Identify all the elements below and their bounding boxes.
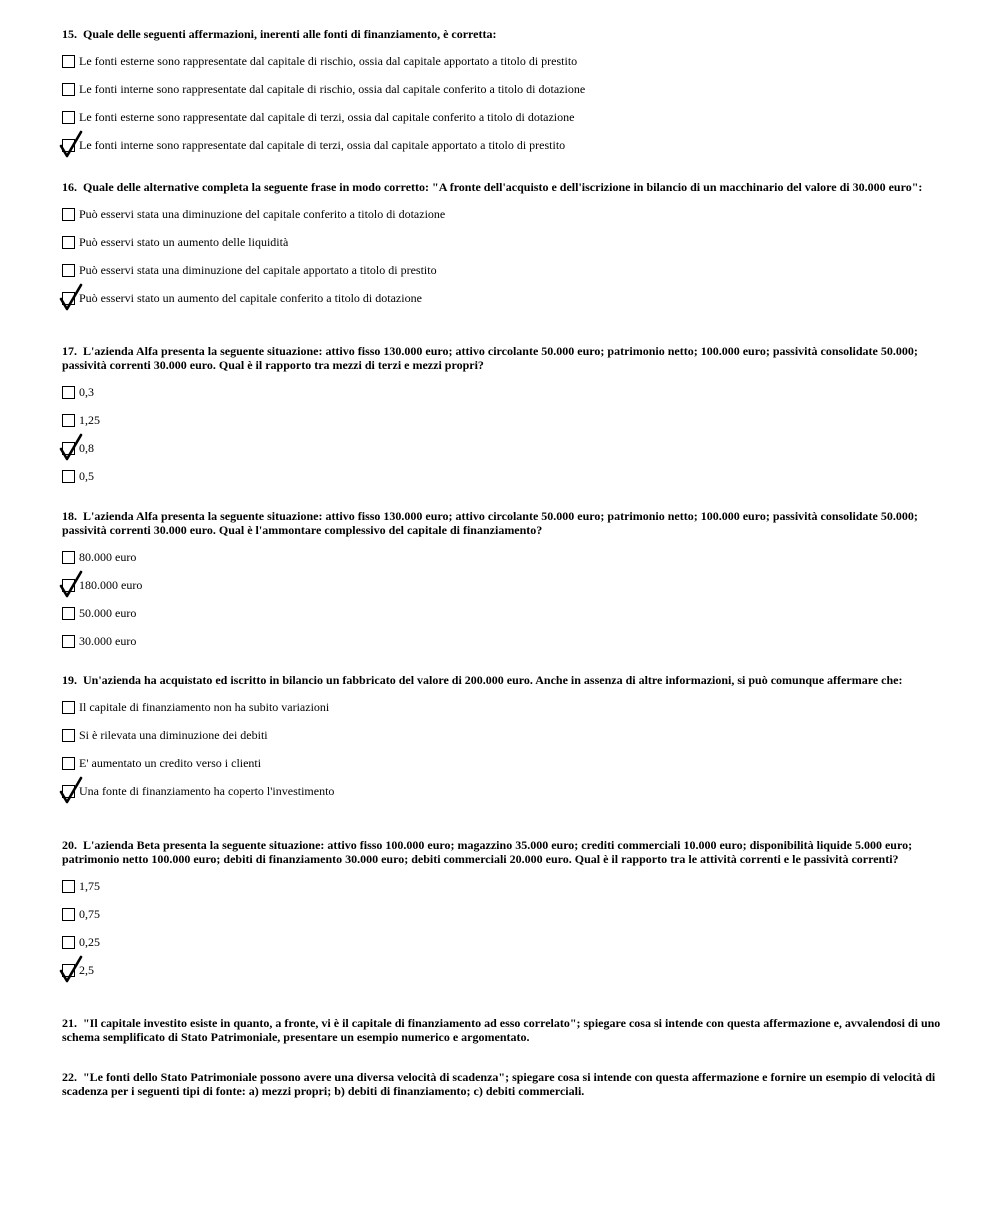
question-prompt: "Le fonti dello Stato Patrimoniale possono avere una diversa velocità di scadenza"; spiegare cosa si intende con questa affermazione e fornire un esempio di velocità di scadenza per i seguenti tipi di fonte: a) mezzi propri; b) debiti di finanziamento; c) debiti commerciali.	[62, 1070, 936, 1098]
answer-option[interactable]	[62, 549, 136, 565]
question-text	[62, 1016, 942, 1044]
checkmark-icon	[59, 570, 85, 598]
checkmark-icon	[59, 776, 85, 804]
answer-checkbox[interactable]	[62, 83, 75, 96]
answer-option-label: 50.000 euro	[79, 606, 137, 620]
question-text	[62, 27, 942, 41]
question	[62, 1016, 942, 1044]
answer-checkbox[interactable]	[62, 757, 75, 770]
question-number: 18.	[62, 509, 77, 523]
checkmark-icon	[59, 433, 85, 461]
answer-option-label: 0,3	[79, 385, 94, 399]
answer-checkbox[interactable]	[62, 635, 75, 648]
answer-option[interactable]	[62, 440, 94, 456]
question-text	[62, 1070, 942, 1098]
answer-checkbox[interactable]	[62, 470, 75, 483]
question-number: 21.	[62, 1016, 77, 1030]
answer-checkbox[interactable]	[62, 908, 75, 921]
question-prompt: Un'azienda ha acquistato ed iscritto in bilancio un fabbricato del valore di 200.000 euro. Anche in assenza di altre informazioni, si può comunque affermare che:	[83, 673, 903, 687]
answer-option-label: 80.000 euro	[79, 550, 137, 564]
answer-option-label: Una fonte di finanziamento ha coperto l'investimento	[79, 784, 335, 798]
answer-option[interactable]	[62, 577, 142, 593]
checkmark-icon	[59, 283, 85, 311]
answer-option-label: 30.000 euro	[79, 634, 137, 648]
answer-checkbox[interactable]	[62, 936, 75, 949]
answer-option-label: Il capitale di finanziamento non ha subito variazioni	[79, 700, 330, 714]
answer-option[interactable]	[62, 53, 577, 69]
answer-checkbox[interactable]	[62, 729, 75, 742]
question	[62, 1070, 942, 1098]
answer-checkbox[interactable]	[62, 607, 75, 620]
answer-option[interactable]	[62, 783, 334, 799]
question-text	[62, 180, 942, 194]
answer-checkbox[interactable]	[62, 292, 75, 305]
question	[62, 509, 942, 648]
checkmark-icon	[59, 130, 85, 158]
question-number: 20.	[62, 838, 77, 852]
answer-option-label: 180.000 euro	[79, 578, 143, 592]
question-text	[62, 673, 942, 687]
question-text	[62, 509, 942, 537]
answer-option[interactable]	[62, 290, 422, 306]
question-number: 16.	[62, 180, 77, 194]
answer-checkbox[interactable]	[62, 701, 75, 714]
answer-option[interactable]	[62, 633, 136, 649]
answer-option[interactable]	[62, 412, 100, 428]
answer-checkbox[interactable]	[62, 551, 75, 564]
answer-option[interactable]	[62, 81, 585, 97]
answer-option-label: E' aumentato un credito verso i clienti	[79, 756, 262, 770]
question-text	[62, 344, 942, 372]
answer-checkbox[interactable]	[62, 579, 75, 592]
answer-checkbox[interactable]	[62, 111, 75, 124]
answer-option[interactable]	[62, 137, 565, 153]
answer-option[interactable]	[62, 109, 574, 125]
answer-option-label: Può esservi stata una diminuzione del capitale apportato a titolo di prestito	[79, 263, 437, 277]
answer-checkbox[interactable]	[62, 386, 75, 399]
answer-checkbox[interactable]	[62, 55, 75, 68]
question-prompt: L'azienda Beta presenta la seguente situazione: attivo fisso 100.000 euro; magazzino 35.000 euro; crediti commerciali 10.000 euro; disponibilità liquide 5.000 euro; patrimonio netto 100.000 euro; debiti di finanziamento 30.000 euro; debiti commerciali 20.000 euro. Qual è il rapporto tra le attività correnti e le passività correnti?	[62, 838, 913, 866]
question-number: 19.	[62, 673, 77, 687]
question	[62, 838, 942, 977]
answer-option[interactable]	[62, 384, 94, 400]
answer-option[interactable]	[62, 906, 100, 922]
answer-option-label: Le fonti esterne sono rappresentate dal capitale di rischio, ossia dal capitale apportato a titolo di prestito	[79, 54, 578, 68]
question	[62, 344, 942, 483]
answer-checkbox[interactable]	[62, 264, 75, 277]
answer-option-label: Le fonti esterne sono rappresentate dal capitale di terzi, ossia dal capitale conferito a titolo di dotazione	[79, 110, 575, 124]
answer-checkbox[interactable]	[62, 139, 75, 152]
answer-checkbox[interactable]	[62, 880, 75, 893]
answer-option[interactable]	[62, 206, 445, 222]
question	[62, 180, 942, 305]
answer-option[interactable]	[62, 605, 136, 621]
answer-option-label: 0,5	[79, 469, 94, 483]
answer-option[interactable]	[62, 755, 261, 771]
answer-checkbox[interactable]	[62, 964, 75, 977]
answer-option[interactable]	[62, 934, 100, 950]
answer-option[interactable]	[62, 962, 94, 978]
question-prompt: L'azienda Alfa presenta la seguente situazione: attivo fisso 130.000 euro; attivo circolante 50.000 euro; patrimonio netto; 100.000 euro; passività consolidate 50.000; passività correnti 30.000 euro. Qual è il rapporto tra mezzi di terzi e mezzi propri?	[62, 344, 918, 372]
question-number: 17.	[62, 344, 77, 358]
answer-option-label: Può esservi stato un aumento delle liquidità	[79, 235, 289, 249]
answer-option[interactable]	[62, 878, 100, 894]
answer-checkbox[interactable]	[62, 414, 75, 427]
answer-option-label: Può esservi stata una diminuzione del capitale conferito a titolo di dotazione	[79, 207, 446, 221]
answer-option-label: 2,5	[79, 963, 94, 977]
answer-option-label: Le fonti interne sono rappresentate dal capitale di terzi, ossia dal capitale apportato a titolo di prestito	[79, 138, 566, 152]
answer-checkbox[interactable]	[62, 236, 75, 249]
answer-option[interactable]	[62, 699, 329, 715]
answer-checkbox[interactable]	[62, 785, 75, 798]
checkmark-icon	[59, 955, 85, 983]
answer-option-label: 1,75	[79, 879, 100, 893]
answer-option-label: Si è rilevata una diminuzione dei debiti	[79, 728, 268, 742]
question-number: 22.	[62, 1070, 77, 1084]
answer-option[interactable]	[62, 234, 288, 250]
answer-checkbox[interactable]	[62, 208, 75, 221]
answer-option-label: 0,75	[79, 907, 100, 921]
question-number: 15.	[62, 27, 77, 41]
answer-option-label: 1,25	[79, 413, 100, 427]
answer-option-label: Può esservi stato un aumento del capitale conferito a titolo di dotazione	[79, 291, 422, 305]
question-prompt: Quale delle alternative completa la seguente frase in modo corretto: "A fronte dell'acquisto e dell'iscrizione in bilancio di un macchinario del valore di 30.000 euro":	[83, 180, 923, 194]
answer-option-label: 0,8	[79, 441, 94, 455]
question-prompt: L'azienda Alfa presenta la seguente situazione: attivo fisso 130.000 euro; attivo circolante 50.000 euro; patrimonio netto; 100.000 euro; passività consolidate 50.000; passività correnti 30.000 euro. Qual è l'ammontare complessivo del capitale di finanziamento?	[62, 509, 918, 537]
answer-option[interactable]	[62, 468, 94, 484]
question-prompt: "Il capitale investito esiste in quanto, a fronte, vi è il capitale di finanziamento ad esso correlato"; spiegare cosa si intende con questa affermazione e, avvalendosi di uno schema semplificato di Stato Patrimoniale, presentare un esempio numerico e argomentato.	[62, 1016, 941, 1044]
answer-option-label: 0,25	[79, 935, 100, 949]
answer-checkbox[interactable]	[62, 442, 75, 455]
question	[62, 27, 942, 152]
question	[62, 673, 942, 798]
answer-option[interactable]	[62, 262, 437, 278]
answer-option[interactable]	[62, 727, 268, 743]
question-prompt: Quale delle seguenti affermazioni, inerenti alle fonti di finanziamento, è corretta:	[83, 27, 497, 41]
answer-option-label: Le fonti interne sono rappresentate dal capitale di rischio, ossia dal capitale conferito a titolo di dotazione	[79, 82, 586, 96]
question-text	[62, 838, 942, 866]
